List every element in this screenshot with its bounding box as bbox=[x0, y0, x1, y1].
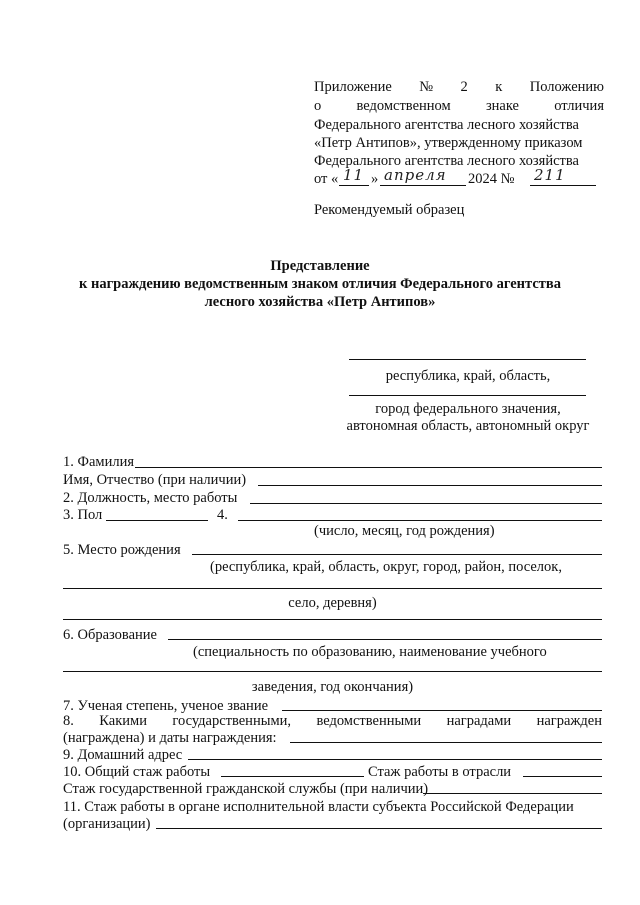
appendix-line-3: Федерального агентства лесного хозяйства bbox=[314, 117, 579, 133]
field-education-line[interactable] bbox=[168, 639, 602, 640]
field-birthplace-label: 5. Место рождения bbox=[63, 542, 181, 558]
field-regional-experience-line[interactable] bbox=[156, 828, 602, 829]
date-day-line bbox=[339, 185, 369, 186]
field-position-line[interactable] bbox=[250, 503, 602, 504]
field-position-label: 2. Должность, место работы bbox=[63, 490, 238, 506]
field-birthdate-line[interactable] bbox=[238, 520, 602, 521]
date-month-line bbox=[380, 185, 466, 186]
region-line-1 bbox=[349, 359, 586, 360]
field-education-line-2[interactable] bbox=[63, 671, 602, 672]
field-birthdate-hint: (число, месяц, год рождения) bbox=[314, 523, 495, 539]
appendix-word: 2 bbox=[460, 79, 468, 95]
awards-word: награжден bbox=[536, 713, 602, 729]
date-year: 2024 № bbox=[468, 171, 515, 187]
field-regional-experience-label: 11. Стаж работы в органе исполнительной власти субъекта Российской Федерации bbox=[63, 799, 574, 815]
field-industry-experience-label: Стаж работы в отрасли bbox=[368, 764, 512, 780]
field-total-experience-line[interactable] bbox=[221, 776, 364, 777]
field-civil-service-label: Стаж государственной гражданской службы (при наличии) bbox=[63, 781, 429, 797]
field-awards-label bbox=[63, 712, 602, 730]
appendix-word: отличия bbox=[554, 98, 604, 114]
region-hint-2b: автономная область, автономный округ bbox=[346, 418, 590, 434]
field-birthplace-line[interactable] bbox=[192, 554, 602, 555]
field-civil-service-line[interactable] bbox=[423, 793, 602, 794]
title-line-3: лесного хозяйства «Петр Антипов» bbox=[204, 294, 436, 310]
field-education-label: 6. Образование bbox=[63, 627, 157, 643]
awards-word: наградами bbox=[446, 713, 512, 729]
awards-word: Какими bbox=[99, 713, 147, 729]
field-birthplace-line-3[interactable] bbox=[63, 619, 602, 620]
field-degree-label: 7. Ученая степень, ученое звание bbox=[63, 698, 269, 714]
field-birthplace-line-2[interactable] bbox=[63, 588, 602, 589]
field-birthplace-hint-2: село, деревня) bbox=[288, 595, 377, 611]
appendix-word: Приложение bbox=[314, 79, 392, 95]
awards-word: ведомственными bbox=[316, 713, 422, 729]
sample-note: Рекомендуемый образец bbox=[314, 202, 465, 218]
field-address-label: 9. Домашний адрес bbox=[63, 747, 183, 763]
region-hint-1: республика, край, область, bbox=[385, 368, 551, 384]
title-line-2: к награждению ведомственным знаком отличия Федерального агентства bbox=[79, 276, 561, 292]
field-awards-line[interactable] bbox=[290, 742, 602, 743]
field-sex-line[interactable] bbox=[106, 520, 208, 521]
appendix-line-4: «Петр Антипов», утвержденному приказом bbox=[314, 135, 583, 151]
date-day-handwritten: 11 bbox=[343, 166, 365, 184]
appendix-word: к bbox=[495, 79, 503, 95]
appendix-line-1 bbox=[314, 78, 604, 96]
field-sex-label: 3. Пол bbox=[63, 507, 103, 523]
field-birthdate-label: 4. bbox=[217, 507, 228, 523]
field-regional-experience-label-2: (организации) bbox=[63, 816, 151, 832]
field-industry-experience-line[interactable] bbox=[523, 776, 602, 777]
field-education-hint-2: заведения, год окончания) bbox=[251, 679, 414, 695]
appendix-word: № bbox=[419, 79, 434, 95]
region-hint-2a: город федерального значения, bbox=[375, 401, 561, 417]
awards-word: 8. bbox=[63, 713, 74, 729]
field-surname-line[interactable] bbox=[135, 467, 602, 468]
field-education-hint-1: (специальность по образованию, наименование учебного bbox=[193, 644, 547, 660]
date-mid: » bbox=[371, 171, 379, 187]
field-address-line[interactable] bbox=[188, 759, 602, 760]
appendix-word: Положению bbox=[529, 79, 604, 95]
appendix-line-2 bbox=[314, 97, 604, 115]
appendix-word: ведомственном bbox=[356, 98, 451, 114]
title-line-1: Представление bbox=[270, 258, 370, 274]
field-awards-label-2: (награждена) и даты награждения: bbox=[63, 730, 277, 746]
field-total-experience-label: 10. Общий стаж работы bbox=[63, 764, 211, 780]
awards-word: государственными, bbox=[172, 713, 292, 729]
order-number-line bbox=[530, 185, 596, 186]
field-degree-line[interactable] bbox=[282, 710, 602, 711]
date-month-handwritten: апреля bbox=[384, 166, 447, 184]
date-prefix: от « bbox=[314, 171, 339, 187]
appendix-line-5: Федерального агентства лесного хозяйства bbox=[314, 153, 579, 169]
field-birthplace-hint-1: (республика, край, область, округ, город, район, поселок, bbox=[210, 559, 562, 575]
appendix-word: о bbox=[314, 98, 322, 114]
region-line-2 bbox=[349, 395, 586, 396]
appendix-word: знаке bbox=[485, 98, 519, 114]
field-name-line[interactable] bbox=[258, 485, 602, 486]
order-number-handwritten: 211 bbox=[534, 166, 566, 184]
field-name-label: Имя, Отчество (при наличии) bbox=[63, 472, 247, 488]
field-surname-label: 1. Фамилия bbox=[63, 454, 134, 470]
